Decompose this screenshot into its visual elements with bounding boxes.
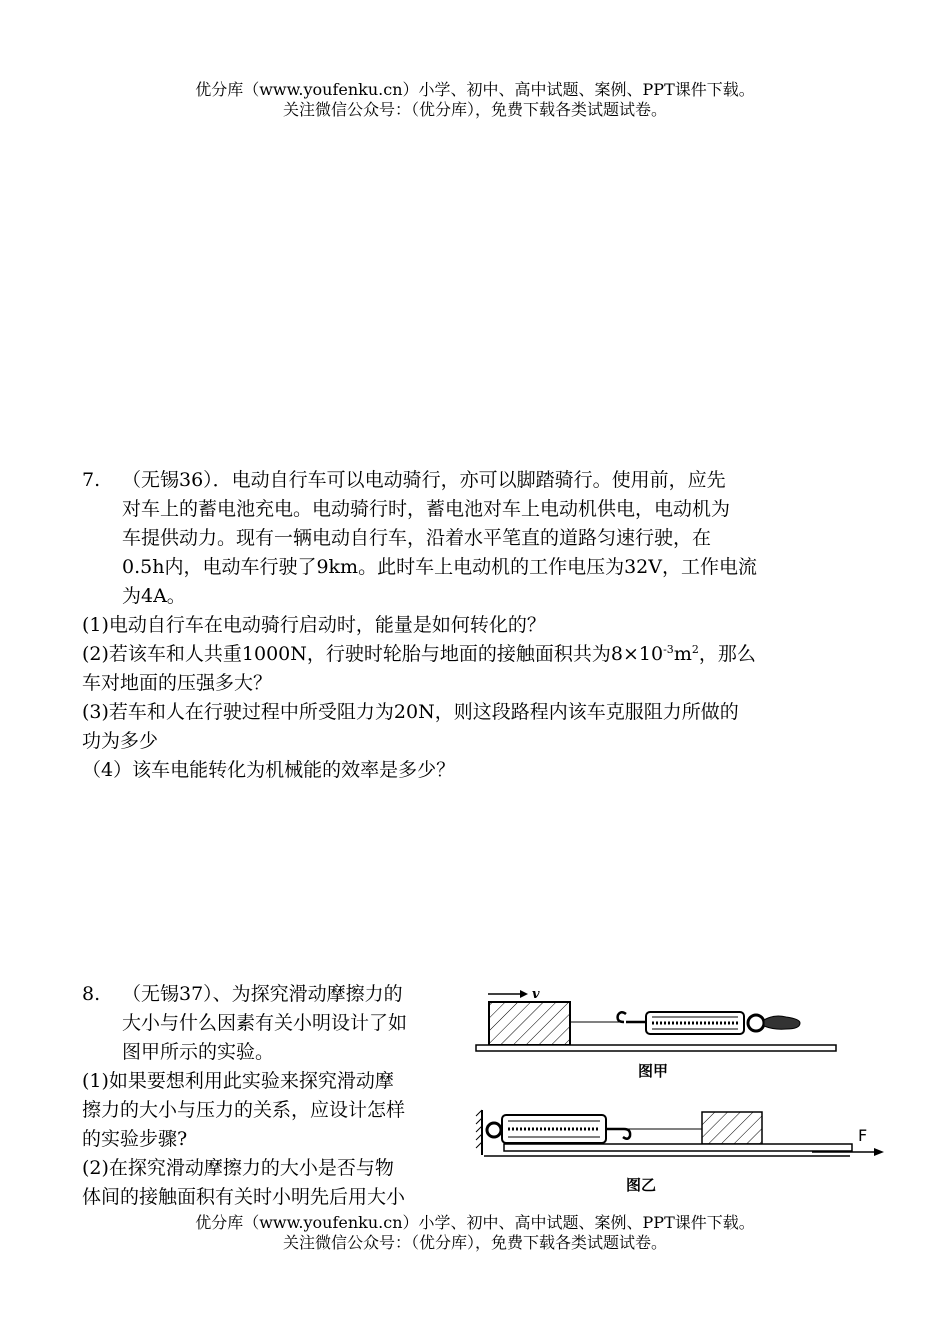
sliding-board [504, 1144, 852, 1151]
question-text-line: （无锡37）、为探究滑动摩擦力的 [122, 983, 403, 1005]
velocity-label: v [532, 987, 540, 1002]
force-label: F [858, 1126, 868, 1145]
question-text-line: 对车上的蓄电池充电。电动骑行时，蓄电池对车上电动机供电，电动机为 [122, 498, 731, 520]
question-text-line: 为4A。 [122, 585, 186, 607]
subquestion-2-line-2: 车对地面的压强多大？ [82, 672, 273, 694]
unit: m [673, 643, 692, 665]
question-text-line: （无锡36）．电动自行车可以电动骑行，亦可以脚踏骑行。使用前，应先 [122, 469, 726, 491]
table-surface [476, 1045, 836, 1051]
subquestion-2-text: (2)若该车和人共重1000N，行驶时轮胎与地面的接触面积共为8×10 [82, 643, 664, 665]
subquestion-1-line: 的实验步骤? [82, 1128, 188, 1150]
subquestion-4: （4）该车电能转化为机械能的效率是多少？ [82, 759, 456, 781]
subquestion-2-line: 体间的接触面积有关时小明先后用大小 [82, 1186, 406, 1208]
hook-icon [606, 1129, 630, 1139]
subquestion-3-line-2: 功为多少 [82, 730, 159, 752]
subquestion-1: (1)如果要想利用此实验来探究滑动摩 [82, 1070, 394, 1092]
footer-line-2: 关注微信公众号：（优分库），免费下载各类试题试卷。 [282, 1233, 667, 1252]
subquestion-3: (3)若车和人在行驶过程中所受阻力为20N，则这段路程内该车克服阻力所做的 [82, 701, 739, 723]
figure-b-label: 图乙 [626, 1176, 657, 1194]
figure-b-diagram [472, 1100, 887, 1170]
ring-icon [487, 1123, 501, 1137]
subquestion-2: (2)在探究滑动摩擦力的大小是否与物 [82, 1157, 394, 1179]
subquestion-1-line: 擦力的大小与压力的关系，应设计怎样 [82, 1099, 406, 1121]
footer-line-1: 优分库（www.youfenku.cn）小学、初中、高中试题、案例、PPT课件下载。 [195, 1213, 755, 1232]
hand-icon [764, 1016, 800, 1029]
unit-exponent: 2 [691, 643, 699, 656]
question-text-line: 车提供动力。现有一辆电动自行车，沿着水平笔直的道路匀速行驶，在 [122, 527, 712, 549]
hook-icon [618, 1012, 646, 1022]
subquestion-1: (1)电动自行车在电动骑行启动时，能量是如何转化的？ [82, 614, 546, 636]
ring-icon [748, 1015, 764, 1031]
subquestion-2 [82, 640, 756, 669]
question-number: 7. [82, 469, 101, 491]
question-text-line: 图甲所示的实验。 [122, 1041, 275, 1063]
header-line-2: 关注微信公众号：（优分库），免费下载各类试题试卷。 [282, 100, 667, 119]
question-text-line: 0.5h内，电动车行驶了9km。此时车上电动机的工作电压为32V，工作电流 [122, 556, 757, 578]
question-number: 8. [82, 983, 101, 1005]
wooden-block [489, 1002, 570, 1045]
question-text-line: 大小与什么因素有关小明设计了如 [122, 1012, 408, 1034]
figure-a-label: 图甲 [638, 1062, 669, 1080]
figure-a-diagram [474, 982, 844, 1062]
subquestion-2-tail: ，那么 [698, 643, 756, 665]
wooden-block [702, 1112, 762, 1144]
header-line-1: 优分库（www.youfenku.cn）小学、初中、高中试题、案例、PPT课件下载。 [195, 80, 755, 99]
exponent: -3 [663, 643, 674, 656]
